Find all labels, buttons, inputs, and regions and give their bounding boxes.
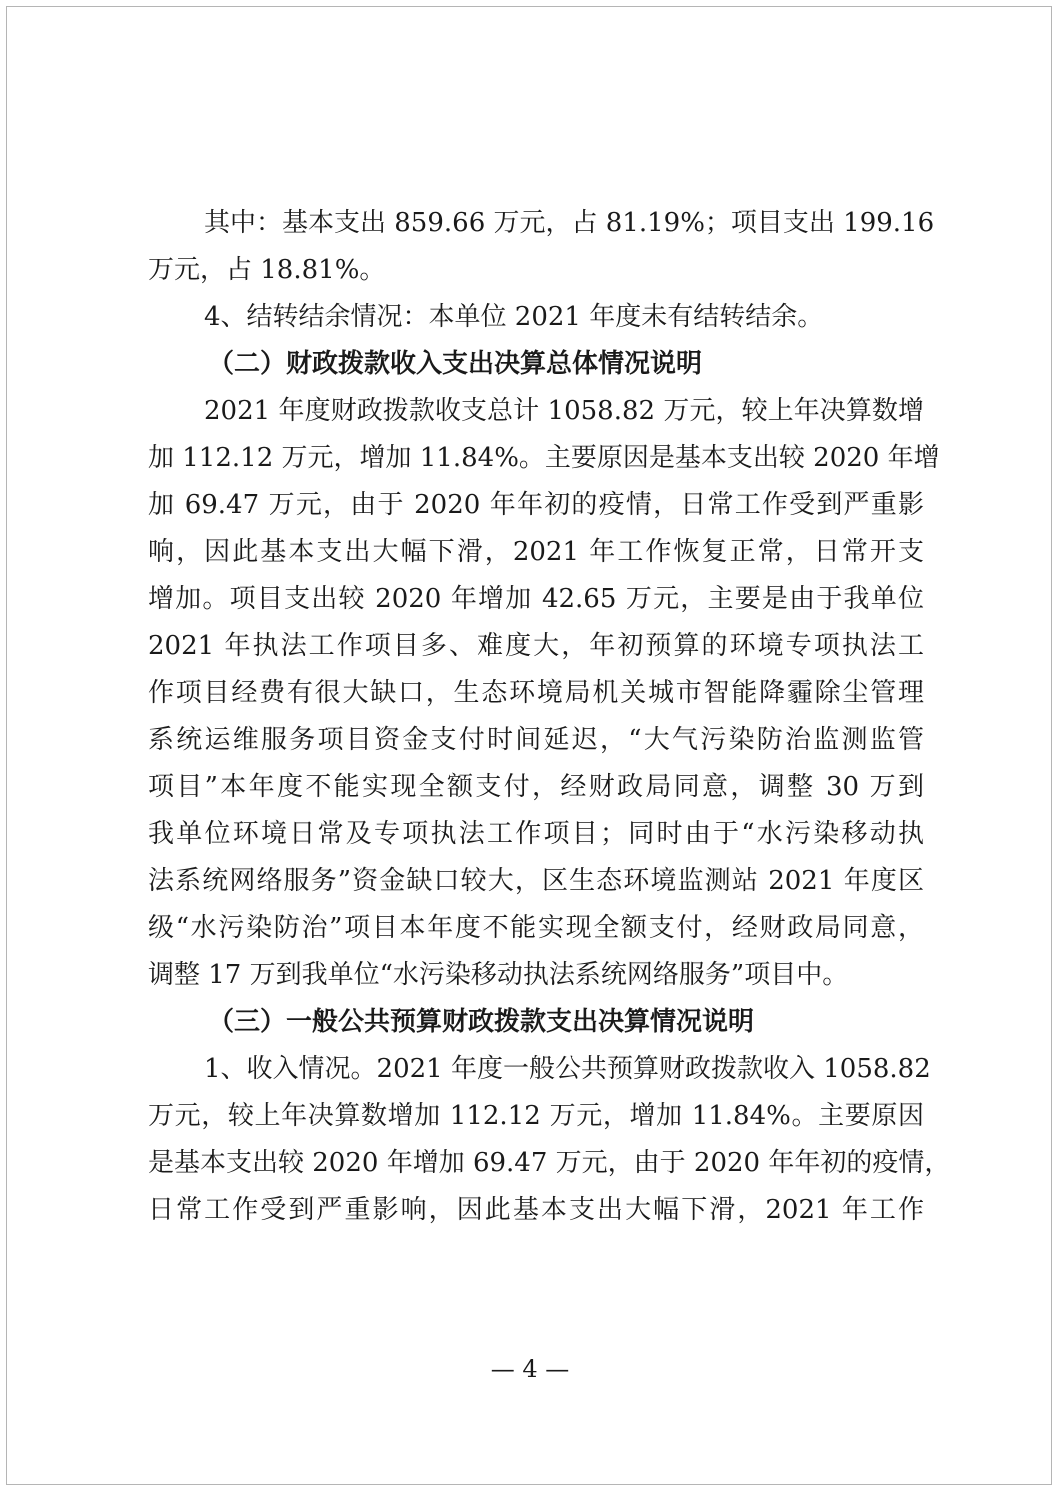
paragraph-line: 系统运维服务项目资金支付时间延迟，“大气污染防治监测监管 xyxy=(148,725,924,755)
paragraph-line: 增加。项目支出较 2020 年增加 42.65 万元，主要是由于我单位 xyxy=(148,584,924,614)
paragraph-line: 加 69.47 万元，由于 2020 年年初的疫情，日常工作受到严重影 xyxy=(148,490,924,520)
paragraph-line: 响，因此基本支出大幅下滑，2021 年工作恢复正常，日常开支 xyxy=(148,537,924,567)
section-heading: （二）财政拨款收入支出决算总体情况说明 xyxy=(208,349,703,379)
paragraph-line: 万元，较上年决算数增加 112.12 万元，增加 11.84%。主要原因 xyxy=(148,1101,924,1131)
paragraph-line: 我单位环境日常及专项执法工作项目；同时由于“水污染移动执 xyxy=(148,819,924,849)
document-body xyxy=(148,200,951,1234)
paragraph-line: 2021 年度财政拨款收支总计 1058.82 万元，较上年决算数增 xyxy=(204,396,924,426)
paragraph-line: 日常工作受到严重影响，因此基本支出大幅下滑，2021 年工作 xyxy=(148,1195,924,1225)
paragraph-line: 加 112.12 万元，增加 11.84%。主要原因是基本支出较 2020 年增 xyxy=(148,443,940,473)
paragraph-line: 其中：基本支出 859.66 万元，占 81.19%；项目支出 199.16 xyxy=(204,208,935,238)
paragraph-line: 万元，占 18.81%。 xyxy=(148,255,386,285)
page-number: — 4 — xyxy=(490,1355,570,1383)
paragraph-line: 是基本支出较 2020 年增加 69.47 万元，由于 2020 年年初的疫情， xyxy=(148,1148,951,1178)
paragraph-line: 调整 17 万到我单位“水污染移动执法系统网络服务”项目中。 xyxy=(148,960,849,990)
paragraph-line: 2021 年执法工作项目多、难度大，年初预算的环境专项执法工 xyxy=(148,631,924,661)
paragraph-line: 作项目经费有很大缺口，生态环境局机关城市智能降霾除尘管理 xyxy=(148,678,924,708)
paragraph-line: 级“水污染防治”项目本年度不能实现全额支付，经财政局同意， xyxy=(148,913,924,943)
paragraph-line: 法系统网络服务”资金缺口较大，区生态环境监测站 2021 年度区 xyxy=(148,866,924,896)
paragraph-line: 1、收入情况。2021 年度一般公共预算财政拨款收入 1058.82 xyxy=(204,1054,931,1084)
paragraph-line: 4、结转结余情况：本单位 2021 年度未有结转结余。 xyxy=(204,302,824,332)
section-heading: （三）一般公共预算财政拨款支出决算情况说明 xyxy=(208,1007,755,1037)
paragraph-line: 项目”本年度不能实现全额支付，经财政局同意，调整 30 万到 xyxy=(148,772,924,802)
